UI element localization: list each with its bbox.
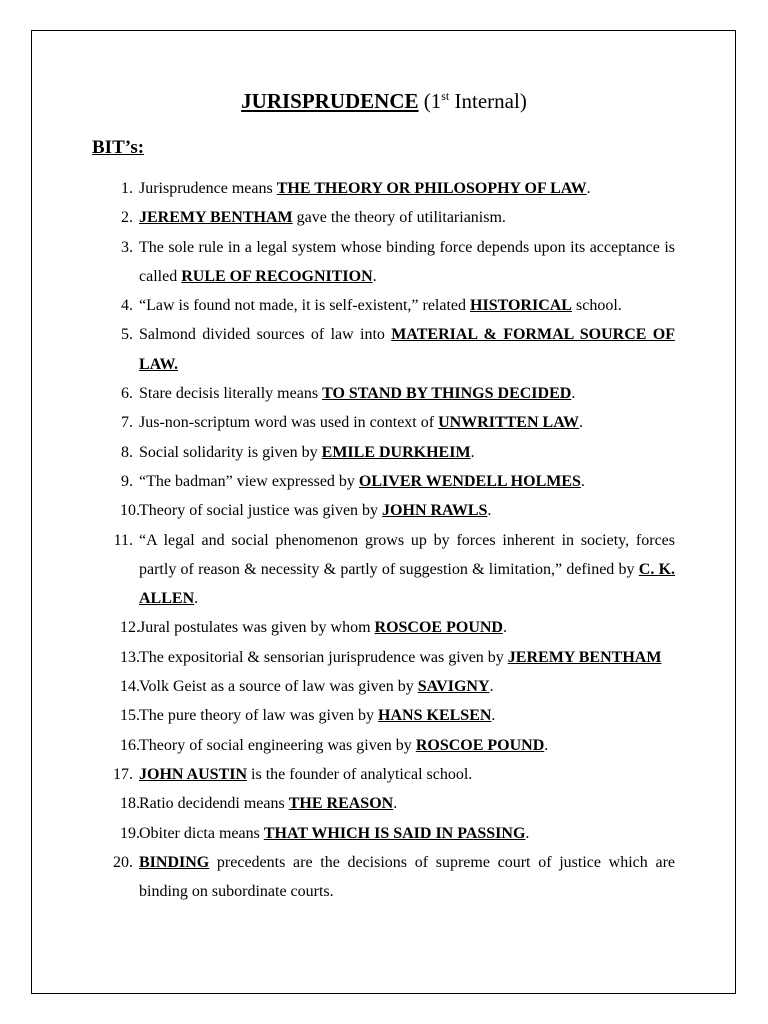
title-superscript: st [441,89,450,103]
item-text-after: . [393,795,398,813]
item-number: 3. [121,238,133,256]
list-item [120,613,675,642]
list-item [121,467,675,496]
item-answer: JEREMY BENTHAM [139,209,293,227]
list-item [113,526,676,614]
item-text: Jus-non-scriptum word was used in context of [139,414,439,432]
item-text-after: . [372,267,377,285]
item-text: Jurisprudence means [139,180,277,197]
item-number: 4. [121,297,133,315]
item-number: 19. [120,824,140,842]
list-item [120,731,675,760]
list-item [113,760,675,789]
item-number: 20. [113,853,133,871]
list-item [120,789,675,818]
item-number: 7. [121,414,133,432]
item-text-after: . [580,472,585,490]
item-answer: RULE OF RECOGNITION [181,267,373,285]
item-text: Theory of social engineering was given by [139,736,416,754]
list-item [121,233,675,292]
item-answer: SAVIGNY [417,678,490,696]
item-text: Salmond divided sources of law into [139,326,392,344]
item-answer: HISTORICAL [470,297,572,315]
item-number: 16. [120,736,140,754]
item-answer: UNWRITTEN LAW [438,414,579,432]
item-number: 13. [120,648,140,666]
list-item [121,203,675,232]
item-text-after: precedents are the decisions of supreme court of justice which are binding on subordinate courts. [139,853,675,901]
item-answer: ROSCOE POUND [415,736,545,754]
title-main: JURISPRUDENCE [241,89,419,113]
item-number: 15. [120,707,140,725]
item-number: 10. [120,502,140,520]
item-text-after: . [578,414,583,432]
item-text: The pure theory of law was given by [139,707,379,725]
list-item [120,643,675,672]
item-text: The expositorial & sensorian jurisprudence was given by [139,648,508,666]
item-answer: EMILE DURKHEIM [321,443,471,461]
item-text-after: . [487,502,492,520]
item-number: 11. [113,531,133,549]
item-text-after: . [194,590,199,608]
item-number: 17. [113,765,133,783]
item-text-after: . [571,385,576,403]
list-item [120,496,675,525]
item-text-after: . [502,619,507,637]
list-item [121,438,675,467]
item-text-after: gave the theory of utilitarianism. [292,209,506,227]
list-item [121,320,676,379]
item-number: 8. [121,443,133,461]
item-text: The sole rule in a legal system whose binding force depends upon its acceptance is called [139,238,675,285]
item-number: 14. [120,678,140,696]
item-text: Stare decisis literally means [139,385,323,403]
item-number: 9. [121,472,133,490]
item-number: 1. [121,180,133,197]
item-number: 18. [120,795,140,813]
item-text: Theory of social justice was given by [139,502,383,520]
item-text: “The badman” view expressed by [139,472,359,490]
list-item [121,379,675,408]
item-text-after: . [491,707,496,725]
item-text: “A legal and social phenomenon grows up by forces inherent in society, forces partly of reason & necessity & partly of suggestion & limitation,” defined by [139,531,675,578]
list-item [121,408,675,437]
item-answer: THAT WHICH IS SAID IN PASSING [263,824,526,842]
item-text: Ratio decidendi means [139,795,289,813]
list-item [121,174,675,203]
item-number: 5. [121,326,133,344]
list-item [113,848,675,907]
list-item [120,701,675,730]
item-answer: THE REASON [288,795,394,813]
item-answer: MATERIAL & FORMAL SOURCE OF LAW. [139,326,676,373]
item-text-after: school. [571,297,622,315]
item-text-after: is the founder of analytical school. [247,765,473,783]
item-answer: OLIVER WENDELL HOLMES [358,472,581,490]
item-answer: JOHN AUSTIN [139,765,248,783]
item-answer: TO STAND BY THINGS DECIDED [322,385,572,403]
item-answer: JOHN RAWLS [382,502,488,520]
section-heading: BIT’s: [92,137,145,158]
item-text: “Law is found not made, it is self-existent,” related [139,297,471,315]
item-text-after: . [544,736,549,754]
item-text-after: . [586,180,591,197]
title-paren-open: (1 [418,89,442,113]
item-text-after: . [470,443,475,461]
title-paren-rest: Internal) [449,89,527,113]
item-answer: THE THEORY OR PHILOSOPHY OF LAW [276,180,587,197]
item-number: 2. [121,209,133,227]
item-answer: C. K. ALLEN [139,560,676,608]
item-text-after: . [525,824,530,842]
item-number: 6. [121,385,133,403]
list-item [120,672,675,701]
item-text: Volk Geist as a source of law was given by [139,678,418,696]
page-title [0,86,768,116]
item-text: Jural postulates was given by whom [139,619,375,637]
item-answer: HANS KELSEN [378,707,492,725]
list-item [120,819,675,848]
item-number: 12. [120,619,140,637]
item-answer: ROSCOE POUND [374,619,503,637]
item-answer: JEREMY BENTHAM [507,648,662,666]
bits-list [113,174,676,906]
list-item [121,291,675,320]
item-text: Social solidarity is given by [139,443,322,461]
item-text: Obiter dicta means [139,824,264,842]
item-text-after: . [489,678,494,696]
item-answer: BINDING [139,853,210,871]
